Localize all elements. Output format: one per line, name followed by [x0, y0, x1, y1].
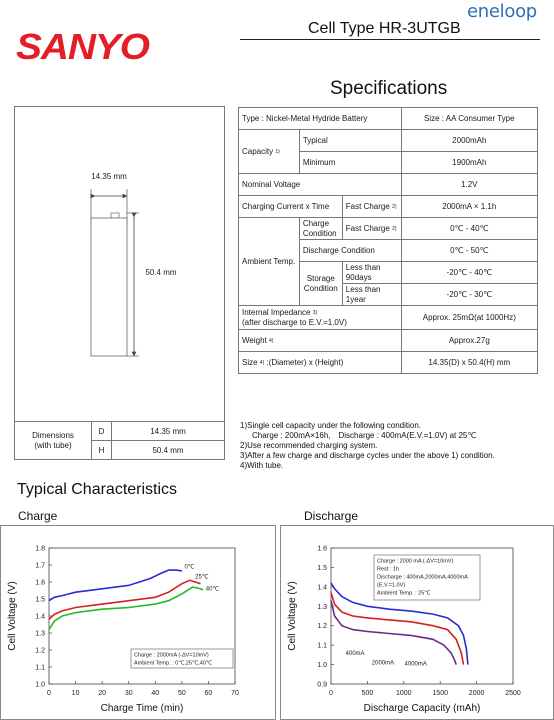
battery-drawing-box [14, 106, 225, 422]
discharge-condition-value: 0℃ - 50℃ [401, 240, 537, 262]
fast-charge-label: Fast Charge [345, 201, 390, 211]
dimensions-table [14, 421, 225, 460]
annotation-line: Ambient Temp. : 25℃ [377, 590, 431, 597]
x-tick-label: 20 [98, 690, 107, 697]
x-tick-label: 1500 [432, 690, 448, 697]
fast-charge-cell [342, 196, 401, 218]
y-tick-label: 0.9 [317, 681, 327, 689]
y-tick-label: 1.0 [35, 681, 45, 689]
minimum-label: Minimum [299, 152, 401, 174]
battery-body [91, 218, 127, 356]
height-label: 50.4 mm [145, 268, 177, 277]
y-tick-label: 1.1 [35, 664, 45, 672]
weight-label: Weight [242, 335, 267, 345]
fast-charge-note: 2) [392, 225, 397, 232]
size-cell: Size : AA Consumer Type [401, 108, 537, 130]
x-tick-label: 10 [71, 690, 80, 697]
series-label: 4000mA [404, 661, 427, 668]
y-tick-label: 1.6 [317, 545, 327, 553]
storage-1y-label: Less than 1year [342, 284, 401, 306]
series-label: 2000mA [371, 660, 395, 667]
x-tick-label: 60 [204, 690, 213, 697]
y-tick-label: 1.6 [35, 579, 45, 587]
charge-heading: Charge [18, 509, 58, 523]
series-label: 0℃ [184, 564, 195, 571]
footnote: 2)Use recommended charging system. [240, 441, 378, 450]
x-tick-label: 0 [329, 690, 333, 697]
ambient-label: Ambient Temp. [239, 218, 300, 306]
series-label: 25℃ [195, 574, 209, 581]
annotation-line: Rest : 1h [377, 566, 400, 573]
nominal-voltage-value: 1.2V [401, 174, 537, 196]
size-row-note: 4) [259, 359, 265, 366]
sanyo-logo: SANYO [16, 26, 149, 67]
charge-chart-panel [0, 525, 276, 720]
impedance-note: 3) [312, 310, 318, 317]
annotation-line: Charge : 2000mA (-ΔV=10mV) [134, 652, 209, 659]
x-tick-label: 1000 [396, 690, 412, 697]
battery-drawing [15, 107, 224, 421]
fast-charge-label: Fast Charge [345, 223, 390, 233]
impedance-sub: (after discharge to E.V.=1.0V) [242, 317, 347, 327]
impedance-label: Internal Impedance [242, 308, 311, 318]
width-label: 14.35 mm [91, 172, 127, 181]
x-axis-label: Discharge Capacity (mAh) [363, 703, 481, 714]
size-row-value: 14.35(D) x 50.4(H) mm [401, 352, 537, 374]
x-tick-label: 70 [231, 690, 239, 697]
discharge-chart [281, 526, 553, 719]
y-tick-label: 1.0 [317, 662, 327, 670]
annotation-line: Discharge : 400mA,2000mA,4000mA [377, 574, 468, 581]
dimensions-label: Dimensions [32, 430, 74, 440]
charge-condition-label: Charge Condition [299, 218, 342, 240]
x-tick-label: 2000 [468, 690, 485, 697]
capacity-label: Capacity [242, 146, 274, 156]
header-divider [240, 39, 540, 40]
charging-label: Charging Current x Time [239, 196, 343, 218]
annotation-line: (E.V.=1.0V) [377, 582, 406, 589]
footnote: 4)With tube. [240, 461, 284, 470]
capacity-note: 1) [275, 148, 280, 155]
x-tick-label: 0 [47, 690, 51, 697]
y-tick-label: 1.2 [35, 647, 45, 655]
dimensions-label-cell [15, 422, 92, 460]
x-tick-label: 30 [124, 690, 133, 697]
weight-note: 4) [269, 337, 274, 344]
discharge-heading: Discharge [304, 509, 359, 523]
impedance-value: Approx. 25mΩ(at 1000Hz) [401, 306, 537, 330]
annotation-line: Charge : 2000 mA (-ΔV=10mV) [377, 558, 454, 565]
dimension-key: H [92, 441, 112, 460]
storage-90-label: Less than 90days [342, 262, 401, 284]
typical-value: 2000mAh [401, 130, 537, 152]
y-tick-label: 1.1 [317, 642, 327, 650]
footnote: 3)After a few charge and discharge cycles under the above 1) condition. [240, 451, 495, 460]
size-row-label-cell [239, 352, 402, 374]
impedance-label-cell [239, 306, 402, 330]
storage-condition-label: Storage Condition [299, 262, 342, 306]
y-tick-label: 1.3 [317, 603, 327, 611]
dimensions-sublabel: (with tube) [34, 440, 72, 450]
y-tick-label: 1.8 [35, 545, 45, 553]
y-tick-label: 1.5 [317, 564, 327, 572]
x-tick-label: 40 [151, 690, 160, 697]
dimension-value: 50.4 mm [112, 441, 225, 460]
charging-value: 2000mA × 1.1h [401, 196, 537, 218]
type-cell: Type : Nickel-Metal Hydride Battery [239, 108, 402, 130]
fast-charge-cell [342, 218, 401, 240]
fast-charge-note: 2) [392, 203, 397, 210]
y-tick-label: 1.3 [35, 630, 45, 638]
y-tick-label: 1.5 [35, 596, 45, 604]
dimension-key: D [92, 422, 112, 441]
typical-characteristics-heading: Typical Characteristics [17, 481, 178, 498]
series-label: 40℃ [205, 586, 220, 593]
annotation-line: Ambient Temp. : 0℃,25℃,40℃ [134, 660, 213, 667]
x-tick-label: 2500 [505, 690, 521, 697]
y-tick-label: 1.4 [317, 584, 327, 592]
cell-type-title: Cell Type HR-3UTGB [308, 20, 461, 37]
specifications-title: Specifications [330, 78, 448, 99]
y-axis-label: Cell Voltage (V) [287, 581, 298, 651]
x-tick-label: 500 [361, 690, 374, 697]
size-row-label: Size [242, 357, 258, 367]
capacity-label-cell [239, 130, 300, 174]
x-tick-label: 50 [177, 690, 186, 697]
weight-label-cell [239, 330, 402, 352]
y-tick-label: 1.2 [317, 623, 327, 631]
dimension-value: 14.35 mm [112, 422, 225, 441]
series-label: 400mA [345, 650, 365, 657]
specifications-table [238, 107, 538, 374]
footnotes [240, 421, 495, 471]
footnote: 1)Single cell capacity under the following condition. [240, 421, 421, 430]
discharge-condition-label: Discharge Condition [299, 240, 401, 262]
discharge-chart-panel [280, 525, 554, 720]
y-tick-label: 1.7 [35, 562, 45, 570]
weight-value: Approx.27g [401, 330, 537, 352]
minimum-value: 1900mAh [401, 152, 537, 174]
charge-condition-value: 0℃ - 40℃ [401, 218, 537, 240]
y-tick-label: 1.4 [35, 613, 45, 621]
storage-1y-value: -20℃ - 30℃ [401, 284, 537, 306]
nominal-voltage-label: Nominal Voltage [239, 174, 402, 196]
size-row-desc: :(Diameter) x (Height) [266, 357, 344, 367]
y-axis-label: Cell Voltage (V) [7, 581, 18, 651]
typical-label: Typical [299, 130, 401, 152]
charge-chart [1, 526, 275, 719]
x-axis-label: Charge Time (min) [100, 703, 184, 714]
footnote: Charge : 200mA×16h, Discharge : 400mA(E.V.=1.0V) at 25℃ [252, 431, 477, 440]
battery-terminal [111, 213, 119, 218]
eneloop-logo: eneloop [467, 1, 537, 22]
storage-90-value: -20℃ - 40℃ [401, 262, 537, 284]
